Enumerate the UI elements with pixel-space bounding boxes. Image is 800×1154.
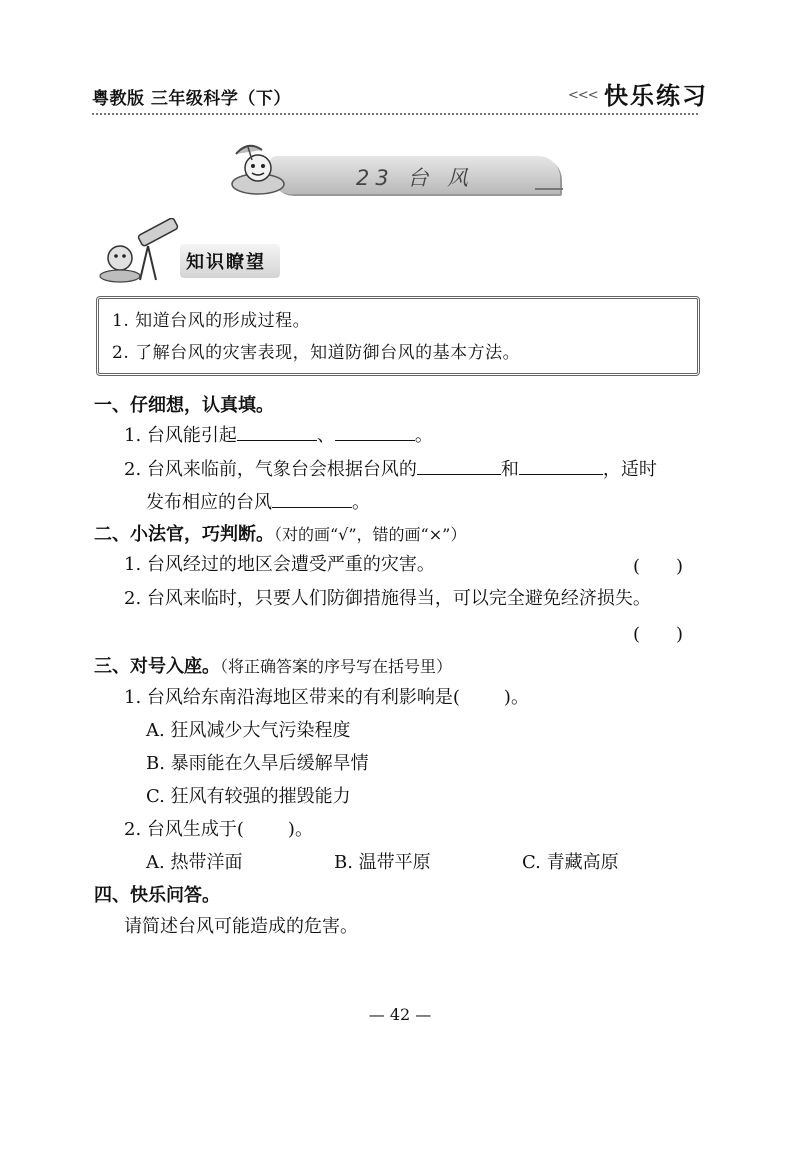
question-choice-2: 2. 台风生成于( )。 [124,819,313,840]
question-essay: 请简述台风可能造成的危害。 [124,916,358,937]
answer-blank[interactable] [417,456,501,475]
option-item: A. 热带洋面 [146,852,243,873]
question-fill-2: 2. 台风来临前，气象台会根据台风的 和 ，适时 [124,456,657,483]
page-number: — 42 — [368,1005,432,1024]
book-title: 粤教版 三年级科学（下） [92,89,291,109]
option-item: C. 狂风有较强的摧毁能力 [146,786,351,807]
objective-item: 1. 知道台风的形成过程。 [112,311,311,331]
question-fill-2-cont: 发布相应的台风 。 [146,489,370,516]
answer-blank[interactable] [237,422,317,441]
option-item: C. 青藏高原 [522,852,619,873]
question-judge-2: 2. 台风来临时，只要人们防御措施得当，可以完全避免经济损失。 [124,588,651,609]
section-title: 三、对号入座。（将正确答案的序号写在括号里） [94,656,453,677]
section-title: 一、仔细想，认真填。 [94,395,274,416]
option-item: A. 狂风减少大气污染程度 [146,720,351,741]
answer-blank[interactable] [272,489,352,508]
knowledge-title: 知识瞭望 [186,252,266,273]
section-title: 四、快乐问答。 [94,885,220,906]
header-divider [92,113,698,115]
question-choice-1: 1. 台风给东南沿海地区带来的有利影响是( )。 [124,687,529,708]
chevrons-decoration: <<< [568,88,598,103]
objective-item: 2. 了解台风的灾害表现，知道防御台风的基本方法。 [112,343,521,363]
option-item: B. 暴雨能在久旱后缓解旱情 [146,753,369,774]
question-judge-1: 1. 台风经过的地区会遭受严重的灾害。 [124,554,435,575]
option-item: B. 温带平原 [334,852,431,873]
mascot-icon [226,140,290,196]
telescope-icon [98,218,184,284]
answer-blank[interactable] [335,422,415,441]
answer-paren[interactable]: ( ) [633,624,684,645]
answer-blank[interactable] [519,456,603,475]
question-fill-1: 1. 台风能引起 、 。 [124,422,433,449]
series-title: 快乐练习 [604,82,708,110]
answer-paren[interactable]: ( ) [633,556,684,577]
section-title: 二、小法官，巧判断。（对的画“√”，错的画“×”） [94,524,467,545]
lesson-title: 23 台 风 [355,166,475,190]
